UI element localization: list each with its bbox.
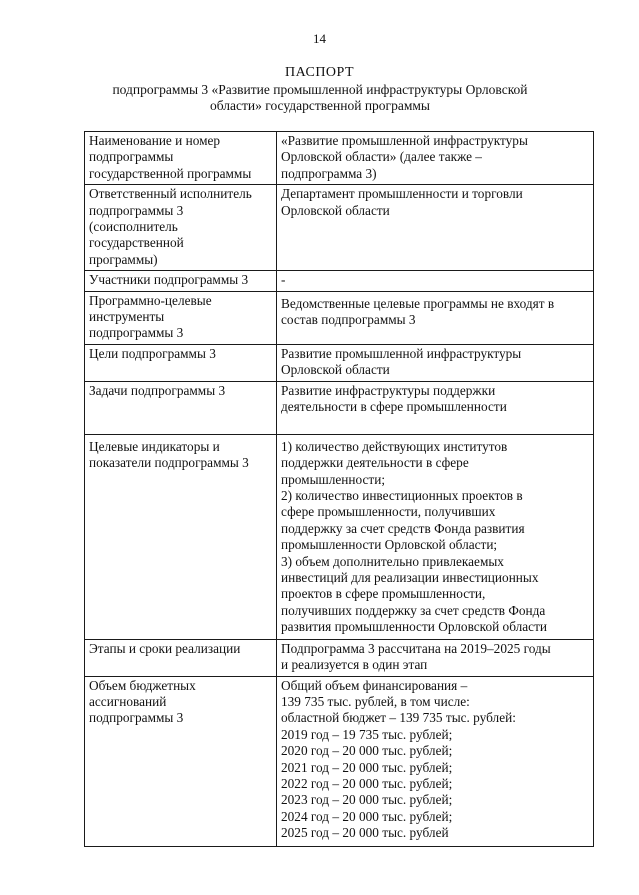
- value-line: Орловской области: [281, 362, 390, 378]
- value-line: и реализуется в один этап: [281, 657, 428, 673]
- value-line: Департамент промышленности и торговли: [281, 186, 523, 202]
- value-line: 3) объем дополнительно привлекаемых: [281, 553, 504, 569]
- label-line: программы): [89, 251, 158, 267]
- value-line: деятельности в сфере промышленности: [281, 399, 507, 415]
- value-line: 2019 год – 19 735 тыс. рублей;: [281, 726, 453, 742]
- value-line: 2) количество инвестиционных проектов в: [281, 487, 523, 503]
- subtitle-line: подпрограммы 3 «Развитие промышленной инфраструктуры Орловской: [112, 82, 528, 97]
- row-value: [277, 344, 594, 381]
- table-row-stages: [85, 639, 594, 676]
- row-value: [277, 132, 594, 185]
- row-value: [277, 676, 594, 846]
- value-line: 1) количество действующих институтов: [281, 438, 508, 454]
- value-line: поддержку за счет средств Фонда развития: [281, 520, 525, 536]
- value-line: 2023 год – 20 000 тыс. рублей;: [281, 792, 453, 808]
- value-line: 2020 год – 20 000 тыс. рублей;: [281, 743, 453, 759]
- value-line: -: [281, 272, 286, 288]
- label-line: показатели подпрограммы 3: [89, 455, 249, 471]
- label-line: Задачи подпрограммы 3: [89, 382, 226, 398]
- row-value: [277, 639, 594, 676]
- table-row-goals: [85, 344, 594, 381]
- value-line: получивших поддержку за счет средств Фонда: [281, 602, 546, 618]
- value-line: промышленности;: [281, 471, 386, 487]
- label-line: подпрограммы 3: [89, 202, 184, 218]
- label-line: Цели подпрограммы 3: [89, 345, 216, 361]
- label-line: Наименование и номер: [89, 133, 221, 148]
- row-label: [85, 381, 277, 434]
- row-value: [277, 271, 594, 291]
- value-line: «Развитие промышленной инфраструктуры: [281, 133, 528, 148]
- label-line: Программно-целевые: [89, 292, 212, 308]
- value-line: 2025 год – 20 000 тыс. рублей: [281, 825, 449, 841]
- row-label: [85, 676, 277, 846]
- label-line: инструменты: [89, 309, 165, 325]
- row-value: [277, 434, 594, 639]
- label-line: ассигнований: [89, 693, 167, 709]
- document-title: ПАСПОРТ: [284, 65, 355, 80]
- row-value: [277, 291, 594, 344]
- value-line: развития промышленности Орловской области: [281, 619, 547, 635]
- value-line: промышленности Орловской области;: [281, 537, 498, 553]
- label-line: подпрограммы 3: [89, 325, 184, 341]
- label-line: Участники подпрограммы 3: [89, 272, 249, 288]
- value-line: 2021 год – 20 000 тыс. рублей;: [281, 759, 453, 775]
- value-line: Орловской области: [281, 202, 390, 218]
- table-row-name: [85, 132, 594, 185]
- value-line: подпрограмма 3): [281, 165, 377, 181]
- label-line: государственной программы: [89, 165, 252, 181]
- row-value: [277, 381, 594, 434]
- value-line: состав подпрограммы 3: [281, 312, 416, 328]
- passport-table: [84, 131, 594, 847]
- label-line: подпрограммы: [89, 149, 174, 165]
- table-row-indicators: [85, 434, 594, 639]
- label-line: Ответственный исполнитель: [89, 186, 252, 202]
- document-subtitle: [90, 82, 550, 114]
- label-line: Этапы и сроки реализации: [89, 640, 241, 656]
- value-line: Развитие инфраструктуры поддержки: [281, 382, 496, 398]
- table-row-responsible: [85, 185, 594, 271]
- subtitle-line: области» государственной программы: [209, 98, 430, 113]
- value-line: 139 735 тыс. рублей, в том числе:: [281, 693, 470, 709]
- row-label: [85, 344, 277, 381]
- page-number: 14: [313, 31, 326, 46]
- row-label: [85, 132, 277, 185]
- value-line: 2024 год – 20 000 тыс. рублей;: [281, 808, 453, 824]
- table-row-participants: [85, 271, 594, 291]
- value-line: Орловской области» (далее также –: [281, 149, 482, 165]
- value-line: Подпрограмма 3 рассчитана на 2019–2025 годы: [281, 640, 551, 656]
- row-label: [85, 185, 277, 271]
- value-line: Ведомственные целевые программы не входят в: [281, 295, 555, 311]
- row-label: [85, 291, 277, 344]
- label-line: Целевые индикаторы и: [89, 438, 220, 454]
- value-line: поддержки деятельности в сфере: [281, 455, 469, 471]
- value-line: областной бюджет – 139 735 тыс. рублей:: [281, 710, 516, 726]
- value-line: проектов в сфере промышленности,: [281, 586, 486, 602]
- row-label: [85, 434, 277, 639]
- table-row-tasks: [85, 381, 594, 434]
- label-line: подпрограммы 3: [89, 710, 184, 726]
- label-line: Объем бюджетных: [89, 677, 196, 693]
- row-label: [85, 271, 277, 291]
- value-line: Общий объем финансирования –: [281, 677, 468, 693]
- value-line: инвестиций для реализации инвестиционных: [281, 569, 539, 585]
- row-label: [85, 639, 277, 676]
- table-row-instruments: [85, 291, 594, 344]
- row-value: [277, 185, 594, 271]
- value-line: сфере промышленности, получивших: [281, 504, 496, 520]
- label-line: (соисполнитель: [89, 219, 178, 235]
- value-line: Развитие промышленной инфраструктуры: [281, 345, 522, 361]
- value-line: 2022 год – 20 000 тыс. рублей;: [281, 775, 453, 791]
- table-row-budget: [85, 676, 594, 846]
- label-line: государственной: [89, 235, 184, 251]
